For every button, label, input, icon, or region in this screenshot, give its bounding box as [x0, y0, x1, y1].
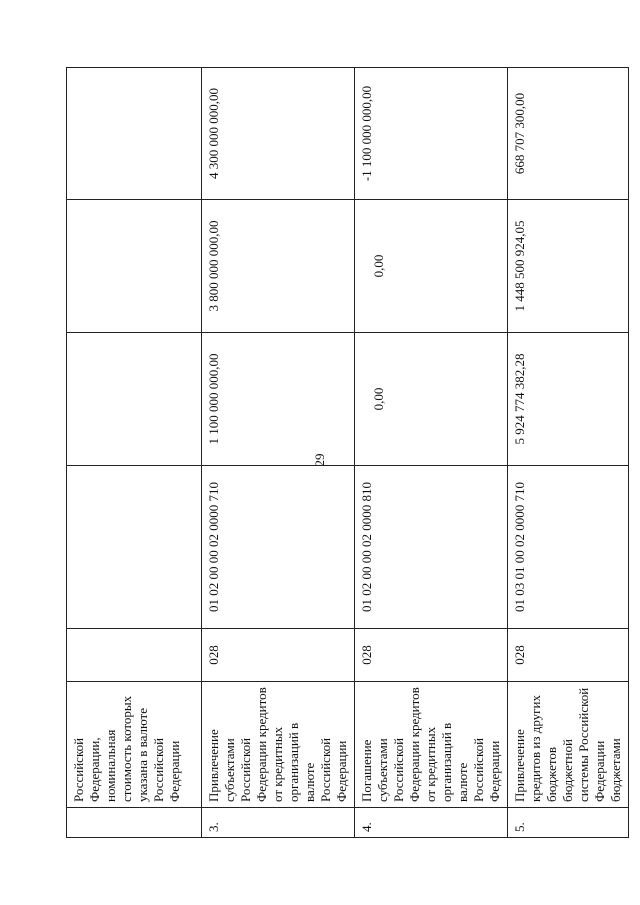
name-line: Федерации кредитов — [407, 687, 422, 802]
name-line: стоимость которых — [119, 695, 134, 802]
sum-year-1-cell: 1 100 000 000,00 — [202, 333, 355, 466]
name-line: Федерации — [167, 740, 182, 802]
name-line: Российской — [391, 737, 406, 802]
table-row — [202, 68, 355, 838]
table-row — [67, 68, 202, 838]
sum-year-3-cell: 4 300 000 000,00 — [202, 68, 355, 200]
row-name-cell — [508, 682, 629, 808]
sum-year-2-cell — [67, 200, 202, 333]
name-line: указана в валюте — [135, 708, 150, 802]
name-line: Российской — [471, 737, 486, 802]
name-line: организаций в валюте — [286, 722, 317, 802]
name-line: бюджетов бюджетной — [544, 739, 575, 802]
table-row — [508, 68, 629, 838]
row-name-cell — [355, 682, 508, 808]
sum-value: 0,00 — [371, 254, 386, 278]
row-number-cell — [67, 808, 202, 838]
sum-year-3-cell: -1 100 000 000,00 — [355, 68, 508, 200]
name-line: от кредитных — [423, 726, 438, 802]
name-line: Федерации кредитов — [254, 687, 269, 802]
sources-financing-table — [66, 67, 629, 838]
name-line: Российской — [318, 737, 333, 802]
row-number-cell: 4. — [355, 808, 508, 838]
kbk-code-cell — [67, 466, 202, 629]
name-line: Российской — [238, 737, 253, 802]
sum-year-1-cell — [67, 333, 202, 466]
admin-code-cell — [67, 629, 202, 682]
row-number-cell: 5. — [508, 808, 629, 838]
name-line: Федерации — [334, 740, 349, 802]
rotated-page-content — [66, 68, 623, 838]
name-line: субъектами — [222, 738, 237, 802]
name-line: Российской — [71, 737, 86, 802]
name-line: Федерации — [592, 740, 607, 802]
sum-year-3-cell: 668 707 300,00 — [508, 68, 629, 200]
name-line: Погашение — [359, 739, 374, 802]
name-line: кредитов из других — [528, 695, 543, 802]
sum-year-2-cell: 3 800 000 000,00 — [202, 200, 355, 333]
admin-code-cell: 028 — [355, 629, 508, 682]
kbk-code-cell: 01 02 00 00 02 0000 710 — [202, 466, 355, 629]
admin-code-cell: 028 — [508, 629, 629, 682]
sum-year-2-cell: 1 448 500 924,05 — [508, 200, 629, 333]
sum-year-1-cell — [355, 333, 508, 466]
kbk-code-cell: 01 02 00 00 02 0000 810 — [355, 466, 508, 629]
name-line: Федерации, — [87, 737, 102, 802]
name-line: Привлечение — [512, 729, 527, 802]
name-line: Российской — [151, 737, 166, 802]
sum-value: 0,00 — [371, 387, 386, 411]
table-row — [355, 68, 508, 838]
name-line: системы Российской — [576, 687, 591, 802]
sum-year-2-cell — [355, 200, 508, 333]
name-line: Привлечение — [206, 729, 221, 802]
row-number-cell: 3. — [202, 808, 355, 838]
page-number: 29 — [312, 453, 327, 467]
name-line: бюджетами — [608, 738, 623, 802]
kbk-code-cell: 01 03 01 00 02 0000 710 — [508, 466, 629, 629]
name-line: организаций в валюте — [439, 722, 470, 802]
sum-year-1-cell: 5 924 774 382,28 — [508, 333, 629, 466]
name-line: от кредитных — [270, 726, 285, 802]
sum-year-3-cell — [67, 68, 202, 200]
name-line: Федерации — [487, 740, 502, 802]
row-name-cell — [67, 682, 202, 808]
admin-code-cell: 028 — [202, 629, 355, 682]
name-line: номинальная — [103, 729, 118, 802]
name-line: субъектами — [375, 738, 390, 802]
row-name-cell — [202, 682, 355, 808]
